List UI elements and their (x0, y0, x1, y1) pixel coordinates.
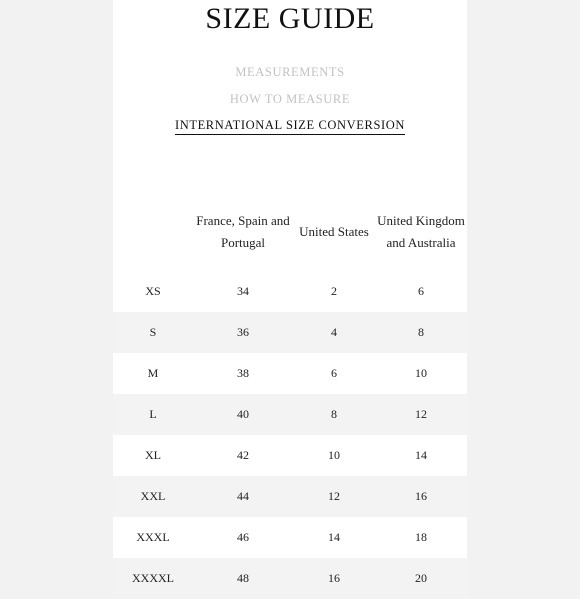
uk-cell: 10 (415, 366, 427, 380)
uk-cell: 12 (375, 394, 467, 435)
uk-cell: 16 (375, 476, 467, 517)
tab-how-to-measure-label: HOW TO MEASURE (229, 92, 351, 106)
size-conversion-table (113, 192, 467, 599)
tab-international-size-conversion[interactable] (0, 118, 580, 135)
uk-cell: 8 (375, 312, 467, 353)
table-row (113, 312, 467, 353)
table-row (113, 435, 467, 476)
size-cell: M (147, 366, 159, 380)
tab-measurements-label: MEASUREMENTS (235, 65, 345, 79)
table-row (113, 517, 467, 558)
table-row (113, 476, 467, 517)
us-cell: 12 (293, 476, 375, 517)
uk-cell: 18 (415, 530, 427, 544)
uk-cell: 6 (418, 284, 424, 298)
header-size (113, 192, 193, 271)
page-title: SIZE GUIDE (205, 2, 375, 35)
table-header-row (113, 192, 467, 271)
uk-cell: 14 (415, 448, 427, 462)
size-cell: S (113, 312, 193, 353)
table-row (113, 271, 467, 312)
table-row (113, 394, 467, 435)
eu-cell: 40 (193, 394, 293, 435)
table-row (113, 558, 467, 599)
tab-how-to-measure[interactable] (0, 92, 580, 107)
tab-measurements[interactable] (0, 65, 580, 80)
header-france-spain-portugal: France, Spain and Portugal (196, 212, 290, 250)
size-cell: XL (145, 448, 161, 462)
header-united-states: United States (299, 223, 369, 239)
size-cell: L (113, 394, 193, 435)
table-row (113, 353, 467, 394)
eu-cell: 38 (237, 366, 249, 380)
us-cell: 8 (293, 394, 375, 435)
uk-cell: 20 (375, 558, 467, 599)
tab-international-size-conversion-label: INTERNATIONAL SIZE CONVERSION (175, 118, 405, 135)
eu-cell: 48 (193, 558, 293, 599)
us-cell: 10 (328, 448, 340, 462)
eu-cell: 34 (237, 284, 249, 298)
eu-cell: 42 (237, 448, 249, 462)
size-cell: XXL (113, 476, 193, 517)
eu-cell: 46 (237, 530, 249, 544)
size-cell: XS (145, 284, 161, 298)
us-cell: 2 (331, 284, 337, 298)
us-cell: 14 (328, 530, 340, 544)
us-cell: 6 (331, 366, 337, 380)
eu-cell: 36 (193, 312, 293, 353)
header-uk-australia: United Kingdom and Australia (377, 212, 465, 250)
eu-cell: 44 (193, 476, 293, 517)
us-cell: 16 (293, 558, 375, 599)
us-cell: 4 (293, 312, 375, 353)
size-cell: XXXXL (113, 558, 193, 599)
size-cell: XXXL (136, 530, 170, 544)
